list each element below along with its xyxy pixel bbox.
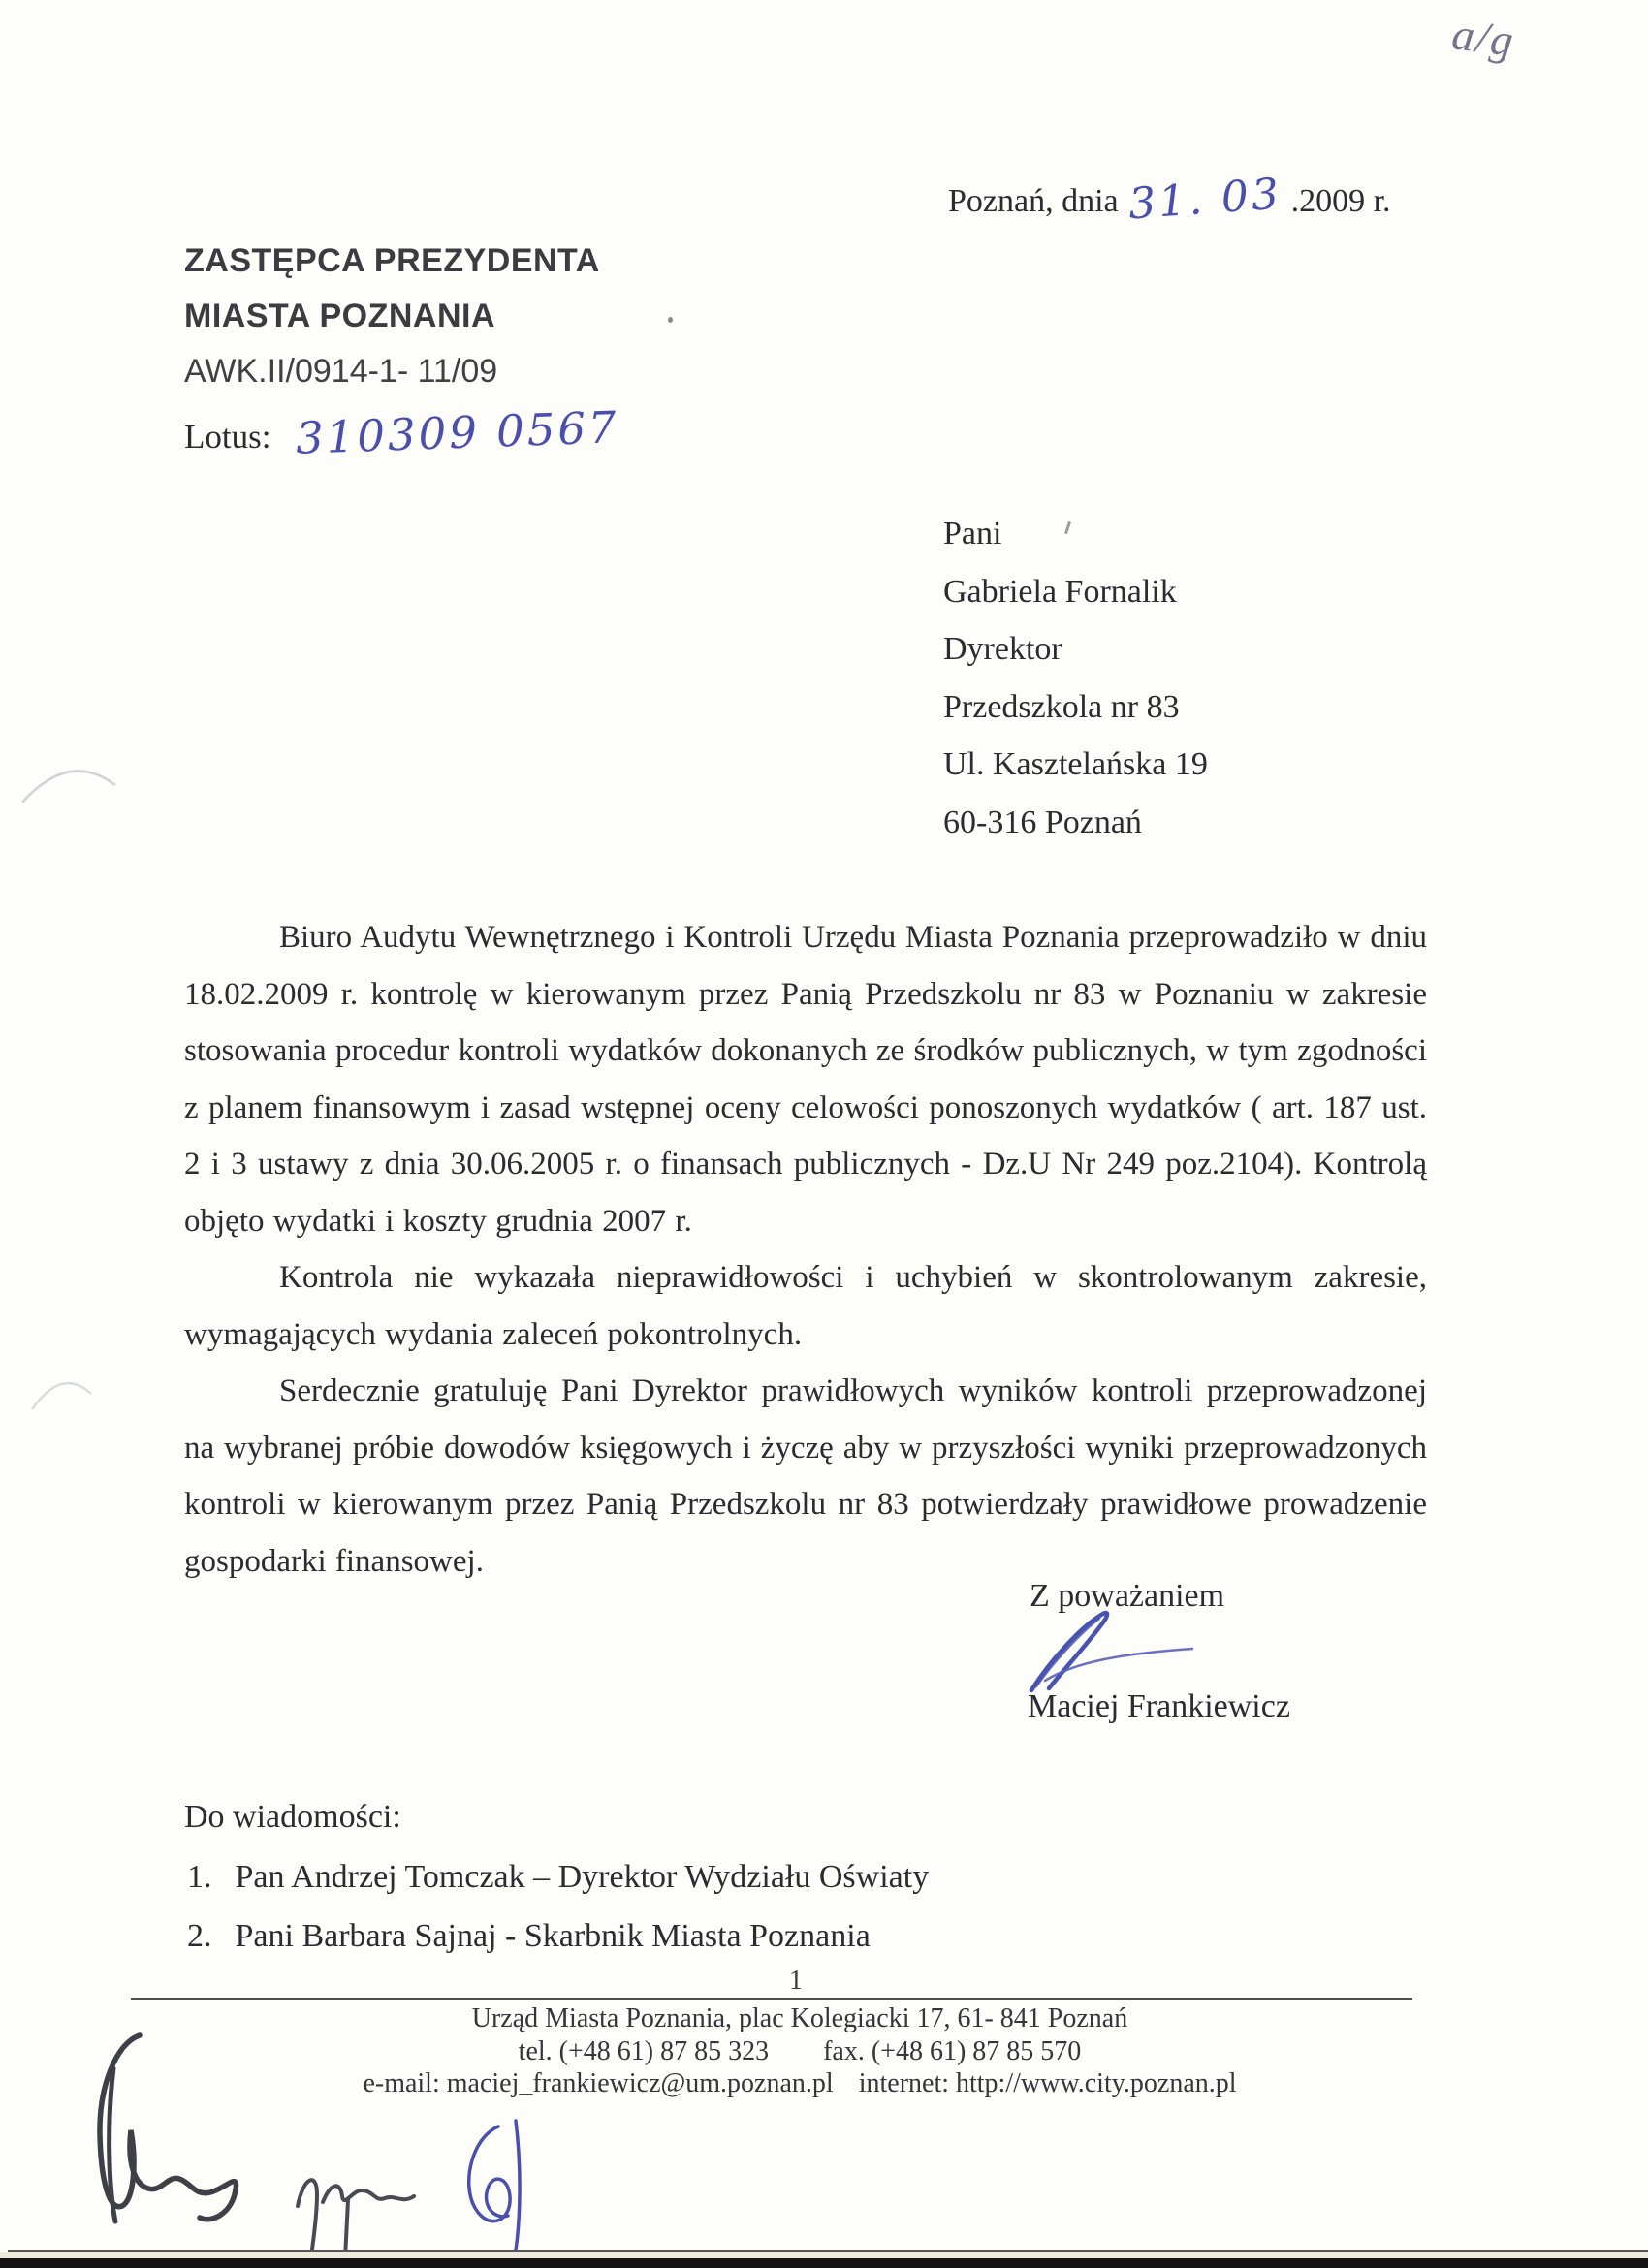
page-footer <box>131 1966 1412 2100</box>
recipient-line: Gabriela Fornalik <box>943 573 1177 610</box>
faint-scan-arc-icon <box>27 1365 100 1415</box>
sender-title-line1: ZASTĘPCA PREZYDENTA <box>184 242 600 279</box>
handwritten-signature-middle-icon <box>284 2154 425 2262</box>
lotus-label: Lotus: <box>184 418 271 456</box>
recipient-line: 60-316 Poznań <box>943 803 1142 840</box>
recipient-line: Pani <box>943 516 1002 551</box>
signer-name: Maciej Frankiewicz <box>1028 1688 1290 1724</box>
footer-address: Urząd Miasta Poznania, plac Kolegiacki 17, 61- 841 Poznań <box>471 2003 1128 2033</box>
footer-divider <box>131 1998 1412 2000</box>
signature-maciej-frankiewicz-icon <box>1016 1609 1205 1698</box>
handwritten-corner-note: a/g <box>1449 9 1518 66</box>
body-paragraph: Serdecznie gratuluję Pani Dyrektor prawidłowych wyników kontroli przeprowadzonej na wybranej próbie dowodów księgowych i życzę aby w przyszłości wyniki przeprowadzonych kontroli w kierowanym przez Panią Przedszkolu nr 83 potwierdzały prawidłowe prowadzenie gospodarki finansowej. <box>184 1373 1427 1579</box>
handwritten-date: 31. 03 <box>1126 169 1284 230</box>
page-number: 1 <box>789 1966 803 1996</box>
cc-item-number: 2. <box>187 1918 212 1954</box>
lotus-line <box>184 401 620 464</box>
scan-edge-band <box>0 2258 1648 2268</box>
cc-item <box>187 1918 871 1955</box>
footer-contact-row <box>187 2067 1412 2100</box>
recipient-line: Ul. Kasztelańska 19 <box>943 746 1208 782</box>
recipient-block <box>943 516 1208 862</box>
cc-item <box>187 1859 929 1896</box>
date-line <box>948 169 1391 230</box>
body-paragraph: Kontrola nie wykazała nieprawidłowości i uchybień w skontrolowanym zakresie, wymagających wydania zaleceń pokontrolnych. <box>184 1260 1427 1352</box>
reference-number: AWK.II/0914-1- 11/09 <box>184 353 498 390</box>
cc-heading: Do wiadomości: <box>184 1799 401 1835</box>
handwritten-lotus-number: 310309 0567 <box>295 401 620 464</box>
recipient-line: Przedszkola nr 83 <box>943 688 1180 725</box>
footer-internet: internet: http://www.city.poznan.pl <box>858 2068 1237 2098</box>
footer-tel: tel. (+48 61) 87 85 323 <box>518 2035 770 2066</box>
handwritten-signature-left-icon <box>85 2028 255 2226</box>
closing-salutation: Z poważaniem <box>1030 1578 1225 1614</box>
stray-dot <box>668 317 673 323</box>
body-paragraph: Biuro Audytu Wewnętrznego i Kontroli Urzędu Miasta Poznania przeprowadziło w dniu 18.02.2009 r. kontrolę w kierowanym przez Panią Przedszkolu nr 83 w Poznaniu w zakresie stosowania procedur kontroli wydatków dokonanych ze środków publicznych, w tym zgodności z planem finansowym i zasad wstępnej oceny celowości ponoszonych wydatków ( art. 187 ust. 2 i 3 ustawy z dnia 30.06.2005 r. o finansach publicznych - Dz.U Nr 249 poz.2104). Kontrolą objęto wydatki i koszty grudnia 2007 r. <box>184 920 1427 1239</box>
date-suffix: .2009 r. <box>1290 183 1391 219</box>
footer-phone-row <box>187 2035 1412 2068</box>
letter-body <box>184 909 1427 1590</box>
sender-title-line2: MIASTA POZNANIA <box>184 298 496 334</box>
cc-item-text: Pan Andrzej Tomczak – Dyrektor Wydziału Oświaty <box>235 1859 930 1895</box>
handwritten-signature-blue-icon <box>452 2115 544 2260</box>
recipient-line: Dyrektor <box>943 631 1062 667</box>
faint-scan-arc-icon <box>15 748 126 808</box>
cc-item-text: Pani Barbara Sajnaj - Skarbnik Miasta Poznania <box>235 1918 871 1954</box>
date-prefix: Poznań, dnia <box>948 183 1119 219</box>
footer-fax: fax. (+48 61) 87 85 570 <box>823 2035 1082 2066</box>
footer-text <box>131 2002 1412 2100</box>
footer-email: e-mail: maciej_frankiewicz@um.poznan.pl <box>363 2068 834 2098</box>
cc-item-number: 1. <box>187 1859 212 1895</box>
